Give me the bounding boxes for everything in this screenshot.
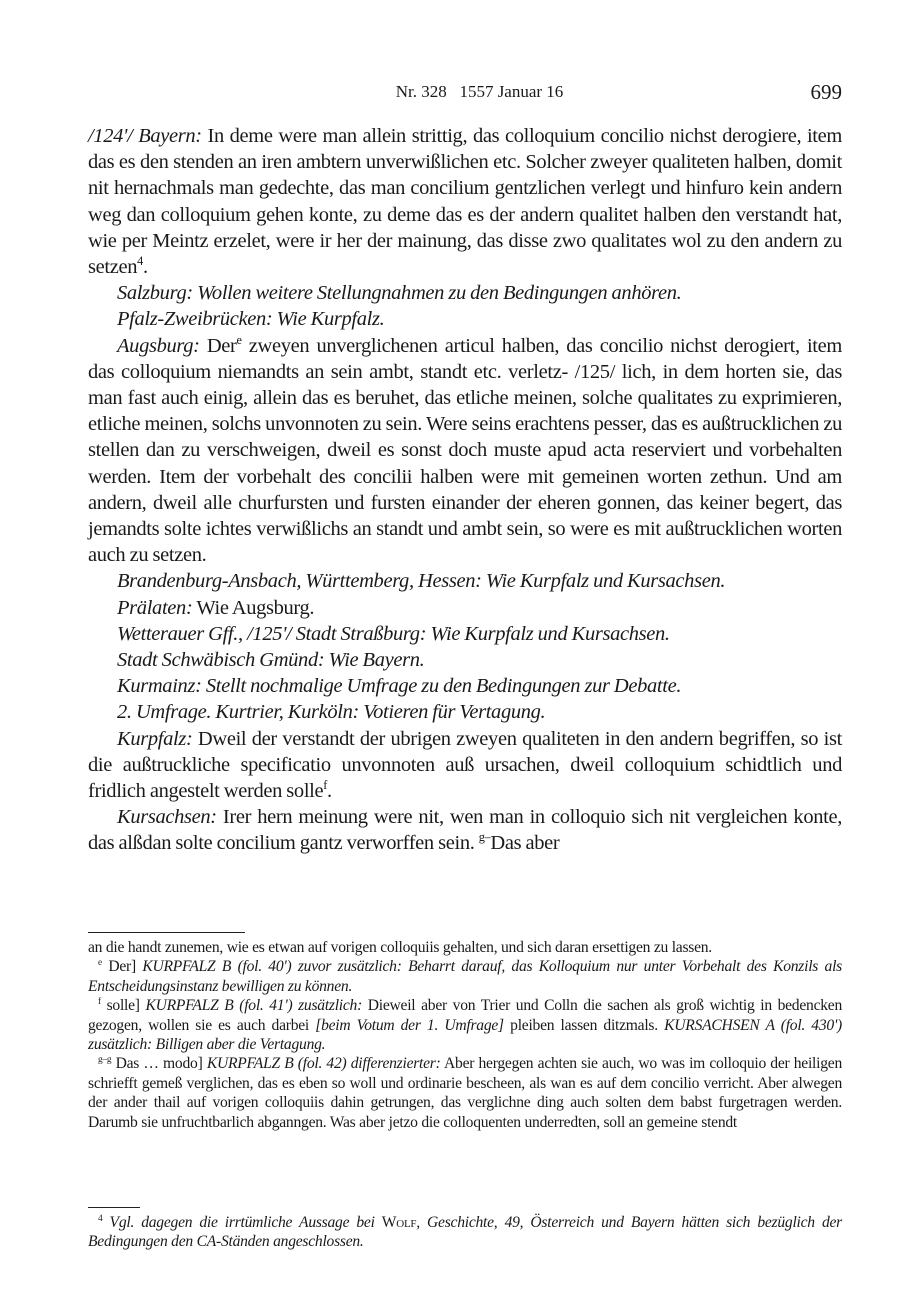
running-header [117,80,842,106]
footnote-divider [88,1207,140,1208]
footnote-ref-4[interactable]: 4 [137,254,143,269]
paragraph-praelaten: Prälaten: Wie Augsburg. [117,596,315,619]
paragraph-umfrage-2: 2. Umfrage. Kurtrier, Kurköln: Votieren für Vertagung. [117,701,546,724]
apparatus-divider [88,932,245,933]
folio-marker: /124'/ [88,125,133,147]
speaker: Kurpfalz: [117,727,193,750]
paragraph-kursachsen: Kursachsen: Irer hern meinung were nit, wen man in colloquio sich nit vergleichen konte, das alßdan solte concilium gantz verworffen sein. $^{g-}$Das aber [88,806,842,855]
critical-apparatus [88,938,843,1132]
paragraph-kurpfalz: Kurpfalz: Dweil der verstandt der ubrigen zweyen qualiteten in den andern begriffen, so ist die außtruckliche specificatio unvonnoten auß ursachen, dweil colloquium schidtlich und fridlich angestelt werden solle$^f$. [88,727,842,803]
apparatus-note-e: $^e$ Der] KURPFALZ B (fol. 40') zuvor zusätzlich: Beharrt darauf, das Kolloquium nur unter Vorbehalt des Konzils als Entscheidungsinstanz bewilligen zu können. [88,958,842,995]
apparatus-ref-g[interactable]: g– [478,830,491,845]
speaker: Kursachsen: [117,806,217,829]
apparatus-note-g: $^{g-g}$ Das … modo] KURPFALZ B (fol. 42) differenzierter: Aber hergegen achten sie auch, wo was im colloquio der heiligen schriefft gemeß verglichen, das es eben so woll und ordinarie bescheen, als wan es auf dem concilio verricht. Aber alwegen der ander thail auf vorigen colloquiis dahin getrungen, das verglichne ding auch solten dem babst furgetragen werden. Darumb sie unfruchtbarlich abganngen. Was aber jetzo die colloquenten underredten, soll an gemeine stendt [88,1055,842,1131]
footnote-4: $^4$ Vgl. dagegen die irrtümliche Aussage bei Wolf, Geschichte, 49, Österreich und Bayern hätten sich bezüglich der Bedingungen den CA-Ständen angeschlossen. [88,1213,842,1251]
running-title: Nr. 328 1557 Januar 16 [395,82,564,101]
paragraph-wetterau: Wetterauer Gff., /125'/ Stadt Straßburg: Wie Kurpfalz und Kursachsen. [117,622,670,645]
apparatus-ref-e[interactable]: e [236,332,242,347]
body-text: In deme were man allein strittig, das colloquium concilio nichst derogiere, item das es den stenden an iren ambtern unverwißlichen etc. Solcher zweyer qualiteten halben, domit nit hernachmals man gedechte, das man concilium gentzlichen verlegt und hinfuro kein andern weg dan colloquium gehen konte, zu deme das es der andern qualitet halben den verstandt hat, wie per Meintz erzelet, were ir her der mainung, das disse zwo qualitates wol zu den andern zu setzen [88,125,842,279]
main-text [88,123,842,857]
paragraph-augsburg: Augsburg: Der$^e$ zweyen unverglichenen articul halben, das concilio nichst derogiert, item das colloquium niemandts an sein ambt, standt etc. verletz- /125/ lich, in dem horten sie, das man fast auch einig, allein das es beruhet, das etliche meinen, solche qualitates zu exprimieren, etliche meinen, solchs unvonnoten zu sein. Were seins erachtens pesser, das es außtrucklichen zu stellen dan zu verschweigen, dweil es sonst doch muste apud acta reserviert und vorbehalten werden. Item der vorbehalt des concilii halben were mit gemeinen worten zethun. Und am andern, dweil alle churfursten und fursten einander der eheren gonnen, das keiner begert, das jemandts solte ichtes verwißlichs an standt und ambt sein, so were es mit außtrucklichen worten auch zu setzen. [88,332,843,567]
paragraph-salzburg: Salzburg: Wollen weitere Stellungnahmen zu den Bedingungen anhören. [117,282,682,305]
apparatus-ref-f[interactable]: f [323,778,328,793]
speaker: Augsburg: [117,334,200,357]
paragraph-pfalz-zweibruecken: Pfalz-Zweibrücken: Wie Kurpfalz. [117,308,385,331]
author-name: Wolf [381,1214,417,1231]
speaker: Bayern: [138,125,202,147]
body-text: zweyen unverglichenen articul halben, das concilio nichst derogiert, item das colloquium niemandts an sein ambt, standt etc. verletz- /125/ lich, in dem horten sie, das man fast auch einig, allein das es beruhet, das etliche meinen, solche qualitates zu exprimieren, etliche meinen, solchs unvonnoten zu sein. Were seins erachtens pesser, das es außtrucklichen zu stellen dan zu verschweigen, dweil es sonst doch muste apud acta reserviert und vorbehalten werden. Item der vorbehalt des concilii halben were mit gemeinen worten zethun. Und am andern, dweil alle churfursten und fursten einander der eheren gonnen, das keiner begert, das jemandts solte ichtes verwißlichs an standt und ambt sein, so were es mit außtrucklichen worten auch zu setzen. [88,334,843,567]
paragraph-gmuend: Stadt Schwäbisch Gmünd: Wie Bayern. [117,649,425,672]
apparatus-note-f: $^f$ solle] KURPFALZ B (fol. 41') zusätzlich: Dieweil aber von Trier und Colln die sachen als groß wichtig in bedencken gezogen, wollen sie es auch darbei [beim Votum der 1. Umfrage] pleiben lassen ditzmals. KURSACHSEN A (fol. 430') zusätzlich: Billigen aber die Vertagung. [88,997,843,1054]
footnotes [88,1213,842,1252]
paragraph-kurmainz: Kurmainz: Stellt nochmalige Umfrage zu den Bedingungen zur Debatte. [117,675,682,698]
page-number: 699 [810,80,842,104]
paragraph-bayern: /124'/ Bayern: In deme were man allein strittig, das colloquium concilio nichst derogiere, item das es den stenden an iren ambtern unverwißlichen etc. Solcher zweyer qualiteten halben, domit nit hernachmals man gedechte, das man concilium gentzlichen verlegt und hinfuro kein andern weg dan colloquium gehen konte, zu deme das es der andern qualitet halben den verstandt hat, wie per Meintz erzelet, were ir her der mainung, das disse zwo qualitates wol zu den andern zu setzen$^4$. [88,125,842,279]
paragraph-brandenburg: Brandenburg-Ansbach, Württemberg, Hessen: Wie Kurpfalz und Kursachsen. [117,570,726,593]
apparatus-continuation: an die handt zunemen, wie es etwan auf vorigen colloquiis gehalten, und sich daran ersettigen zu lassen. [88,939,712,956]
